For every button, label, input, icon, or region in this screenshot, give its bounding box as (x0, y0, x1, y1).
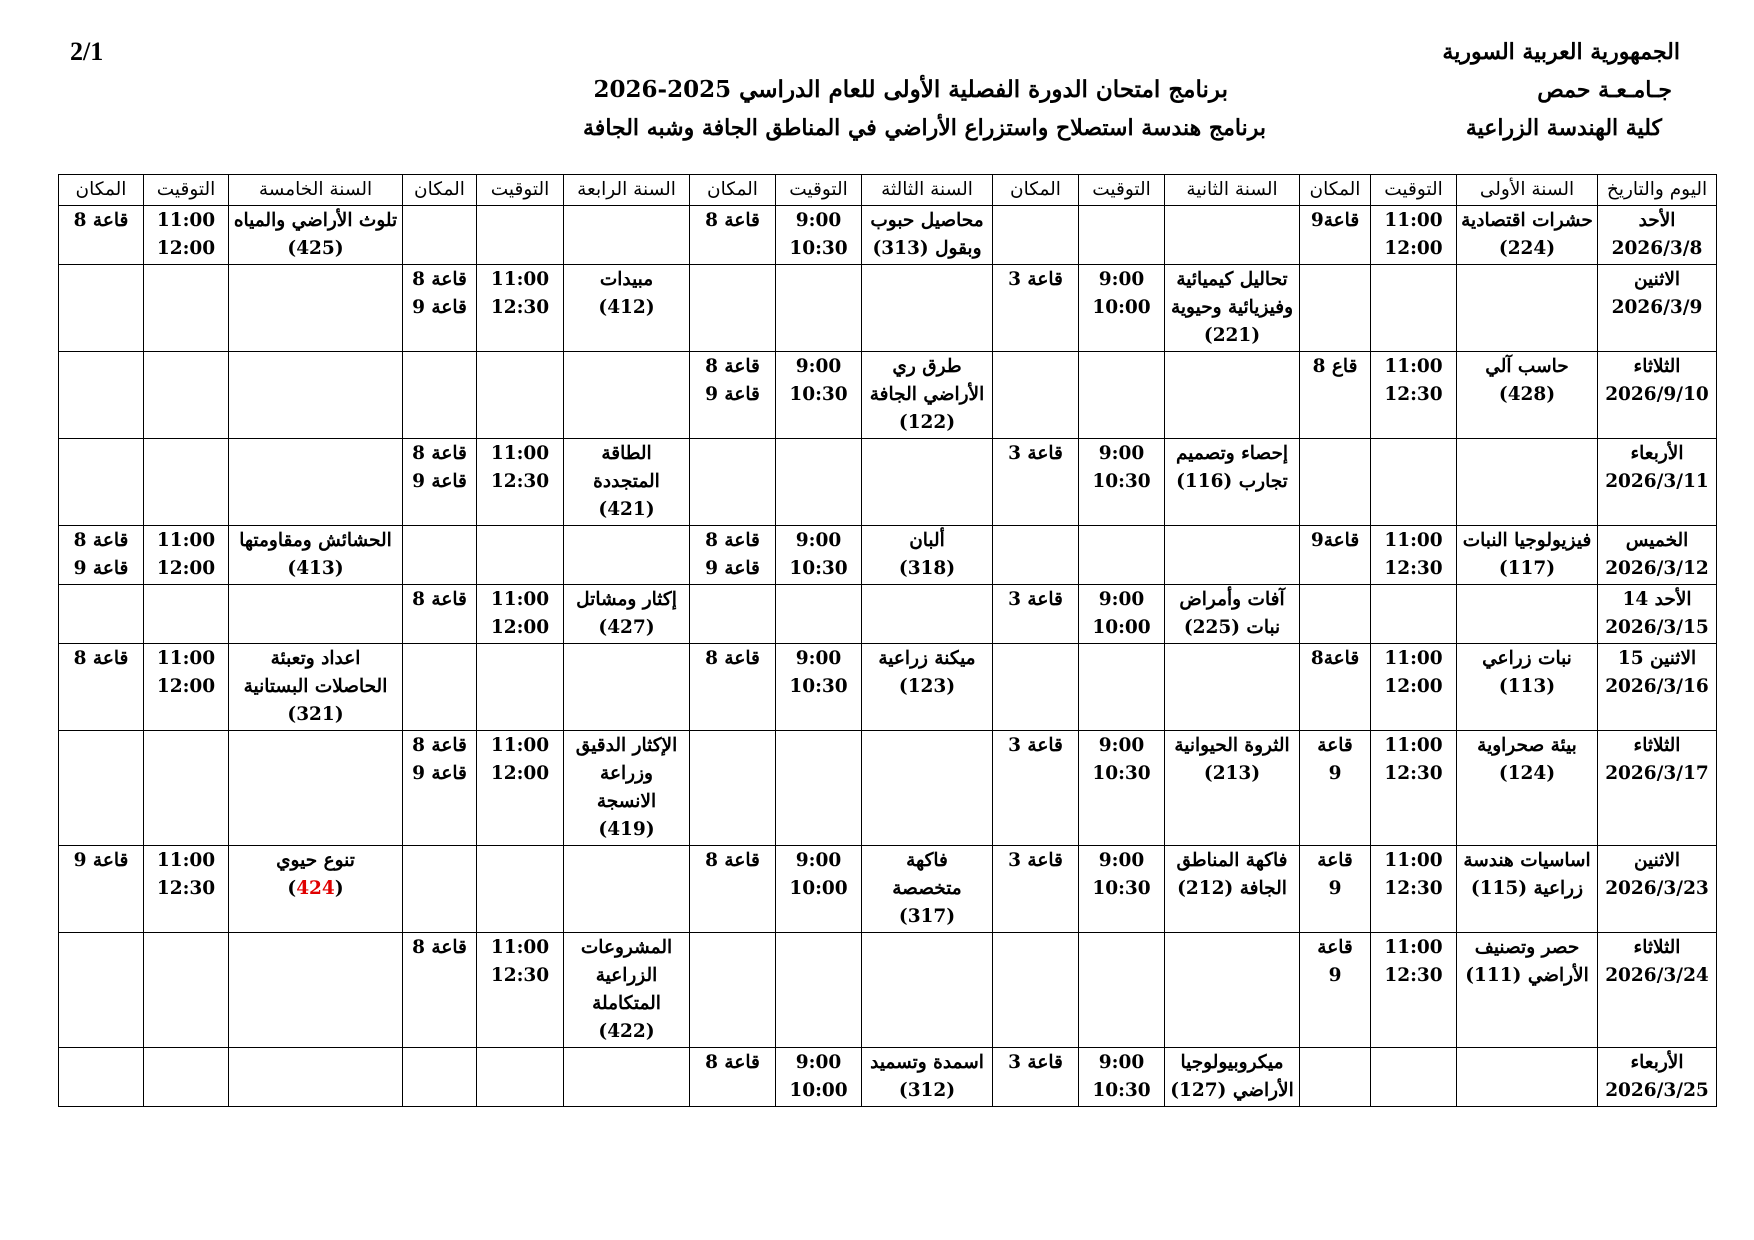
table-cell (403, 526, 477, 585)
table-cell (477, 206, 564, 265)
table-cell: قاعة 8 (59, 644, 144, 731)
table-cell: 9:00 10:30 (1079, 846, 1165, 933)
table-cell: 9:00 10:30 (1079, 1048, 1165, 1107)
table-cell (993, 206, 1079, 265)
table-cell (403, 1048, 477, 1107)
table-cell (59, 933, 144, 1048)
table-cell (690, 265, 776, 352)
table-cell: قاعة 3 (993, 846, 1079, 933)
table-cell (403, 206, 477, 265)
table-cell (477, 526, 564, 585)
col-header-time: التوقيت (477, 175, 564, 206)
table-cell (564, 1048, 690, 1107)
table-cell (862, 585, 993, 644)
table-cell: قاعة 3 (993, 1048, 1079, 1107)
table-cell (1300, 1048, 1371, 1107)
col-header-year3: السنة الثالثة (862, 175, 993, 206)
table-cell: قاعة 8 قاعة 9 (59, 526, 144, 585)
table-cell: قاعة9 (1300, 206, 1371, 265)
table-cell: آفات وأمراض نبات (225) (1165, 585, 1300, 644)
table-cell (1079, 933, 1165, 1048)
page-number: 2/1 (70, 37, 104, 66)
table-cell (229, 352, 403, 439)
table-cell: فاكهة المناطق الجافة (212) (1165, 846, 1300, 933)
table-header-row (59, 175, 1717, 206)
table-cell: 11:00 12:00 (477, 731, 564, 846)
table-cell: قاعة 8 قاعة 9 (403, 731, 477, 846)
table-cell (144, 585, 229, 644)
table-cell: الأربعاء 2026/3/11 (1598, 439, 1717, 526)
table-cell: 11:00 12:00 (1371, 644, 1457, 731)
table-cell (229, 731, 403, 846)
table-cell (993, 526, 1079, 585)
table-row (59, 265, 1717, 352)
table-cell: الخميس 2026/3/12 (1598, 526, 1717, 585)
university-name: جـامـعـة حمص (1537, 77, 1672, 103)
table-cell (1300, 585, 1371, 644)
table-cell (564, 526, 690, 585)
table-cell (1371, 439, 1457, 526)
table-cell (1300, 439, 1371, 526)
table-cell: 11:00 12:00 (144, 206, 229, 265)
table-cell: 9:00 10:00 (776, 1048, 862, 1107)
table-cell: 9:00 10:30 (776, 526, 862, 585)
table-cell (477, 1048, 564, 1107)
table-cell: محاصيل حبوب وبقول (313) (862, 206, 993, 265)
table-cell: الطاقة المتجددة (421) (564, 439, 690, 526)
table-cell (993, 352, 1079, 439)
table-cell: إحصاء وتصميم تجارب (116) (1165, 439, 1300, 526)
table-cell: قاعة 8 قاعة 9 (403, 439, 477, 526)
table-cell (59, 1048, 144, 1107)
table-cell (403, 644, 477, 731)
table-cell: 9:00 10:30 (1079, 731, 1165, 846)
table-cell (1165, 352, 1300, 439)
table-cell (862, 731, 993, 846)
table-cell: الأحد 14 2026/3/15 (1598, 585, 1717, 644)
table-cell: قاعة 8 (403, 585, 477, 644)
table-cell (1165, 206, 1300, 265)
table-row (59, 731, 1717, 846)
exam-schedule-table (58, 174, 1717, 1107)
table-cell (403, 846, 477, 933)
table-cell: قاعة 3 (993, 731, 1079, 846)
table-cell (144, 265, 229, 352)
table-cell: قاعة 8 قاعة 9 (690, 352, 776, 439)
table-cell (564, 352, 690, 439)
col-header-place: المكان (59, 175, 144, 206)
table-cell: 9:00 10:30 (776, 206, 862, 265)
table-row (59, 352, 1717, 439)
table-cell (229, 265, 403, 352)
table-cell (862, 439, 993, 526)
course-code-highlight: 424 (296, 878, 335, 899)
col-header-place: المكان (690, 175, 776, 206)
table-cell: الثلاثاء 2026/9/10 (1598, 352, 1717, 439)
table-cell (59, 731, 144, 846)
table-row (59, 933, 1717, 1048)
table-cell (564, 206, 690, 265)
col-header-year4: السنة الرابعة (564, 175, 690, 206)
table-cell: 11:00 12:30 (477, 933, 564, 1048)
table-cell: حاسب آلي (428) (1457, 352, 1598, 439)
table-cell: قاعة 8 (403, 933, 477, 1048)
table-cell: الاثنين 2026/3/23 (1598, 846, 1717, 933)
table-cell: قاعة 8 قاعة 9 (403, 265, 477, 352)
table-cell: 9:00 10:30 (1079, 439, 1165, 526)
table-cell: 11:00 12:30 (477, 439, 564, 526)
table-cell: قاعة 9 (59, 846, 144, 933)
table-cell: 11:00 12:00 (477, 585, 564, 644)
table-cell: قاعة 8 (690, 206, 776, 265)
col-header-year1: السنة الأولى (1457, 175, 1598, 206)
table-cell: 9:00 10:00 (1079, 585, 1165, 644)
table-cell: اعداد وتعبئة الحاصلات البستانية (321) (229, 644, 403, 731)
table-cell: 9:00 10:00 (776, 846, 862, 933)
table-cell (1165, 644, 1300, 731)
table-row (59, 585, 1717, 644)
faculty-name: كلية الهندسة الزراعية (1465, 115, 1662, 141)
table-cell: قاعة 3 (993, 265, 1079, 352)
table-cell (776, 585, 862, 644)
table-cell (144, 352, 229, 439)
table-cell: 11:00 12:00 (144, 526, 229, 585)
table-cell: قاعة 8 قاعة 9 (690, 526, 776, 585)
table-cell (1371, 585, 1457, 644)
table-cell (1457, 439, 1598, 526)
table-cell: الأربعاء 2026/3/25 (1598, 1048, 1717, 1107)
table-cell: قاعة 3 (993, 585, 1079, 644)
table-cell: قاعة 8 (690, 644, 776, 731)
table-row (59, 439, 1717, 526)
table-cell (690, 439, 776, 526)
table-cell: قاعة 9 (1300, 731, 1371, 846)
table-cell: الحشائش ومقاومتها (413) (229, 526, 403, 585)
table-cell (993, 644, 1079, 731)
table-cell (564, 846, 690, 933)
table-cell (1079, 352, 1165, 439)
table-cell (1079, 644, 1165, 731)
table-cell (477, 352, 564, 439)
table-cell (776, 439, 862, 526)
table-cell: الأحد 2026/3/8 (1598, 206, 1717, 265)
table-cell: قاعة 9 (1300, 846, 1371, 933)
table-cell (144, 1048, 229, 1107)
table-cell: فيزيولوجيا النبات (117) (1457, 526, 1598, 585)
table-cell: قاعة 3 (993, 439, 1079, 526)
table-cell: تنوع حيوي (424) (229, 846, 403, 933)
country-name: الجمهورية العربية السورية (1442, 39, 1680, 65)
table-row (59, 206, 1717, 265)
table-row (59, 526, 1717, 585)
table-cell: 11:00 12:30 (1371, 846, 1457, 933)
table-cell (1457, 265, 1598, 352)
table-cell: 11:00 12:00 (1371, 206, 1457, 265)
table-cell: ألبان (318) (862, 526, 993, 585)
table-cell (862, 265, 993, 352)
table-cell (776, 933, 862, 1048)
table-cell: إكثار ومشاتل (427) (564, 585, 690, 644)
col-header-day-date: اليوم والتاريخ (1598, 175, 1717, 206)
table-cell (1165, 526, 1300, 585)
table-cell: حشرات اقتصادية (224) (1457, 206, 1598, 265)
exam-title: برنامج امتحان الدورة الفصلية الأولى للعام الدراسي 2025-2026 (593, 76, 1228, 103)
table-cell: حصر وتصنيف الأراضي (111) (1457, 933, 1598, 1048)
table-cell (229, 933, 403, 1048)
col-header-time: التوقيت (144, 175, 229, 206)
table-cell (862, 933, 993, 1048)
program-title: برنامج هندسة استصلاح واستزراع الأراضي في المناطق الجافة وشبه الجافة (583, 115, 1266, 141)
table-row (59, 1048, 1717, 1107)
table-cell: 11:00 12:30 (1371, 731, 1457, 846)
table-cell (59, 439, 144, 526)
table-cell (993, 933, 1079, 1048)
table-cell: الاثنين 2026/3/9 (1598, 265, 1717, 352)
col-header-year2: السنة الثانية (1165, 175, 1300, 206)
table-cell: الثلاثاء 2026/3/24 (1598, 933, 1717, 1048)
col-header-year5: السنة الخامسة (229, 175, 403, 206)
table-body (59, 206, 1717, 1107)
table-cell: الثروة الحيوانية (213) (1165, 731, 1300, 846)
table-cell: فاكهة متخصصة (317) (862, 846, 993, 933)
table-cell (59, 265, 144, 352)
table-cell (403, 352, 477, 439)
table-cell (690, 585, 776, 644)
table-cell: ميكروبيولوجيا الأراضي (127) (1165, 1048, 1300, 1107)
table-cell: ميكنة زراعية (123) (862, 644, 993, 731)
table-cell (229, 1048, 403, 1107)
table-cell: قاعة8 (1300, 644, 1371, 731)
table-cell: قاع 8 (1300, 352, 1371, 439)
table-cell (144, 731, 229, 846)
table-cell (690, 731, 776, 846)
table-cell (1079, 206, 1165, 265)
table-cell: طرق ري الأراضي الجافة (122) (862, 352, 993, 439)
table-cell: 11:00 12:30 (477, 265, 564, 352)
table-cell (59, 585, 144, 644)
table-cell: 9:00 10:30 (776, 352, 862, 439)
table-cell: تحاليل كيميائية وفيزيائية وحيوية (221) (1165, 265, 1300, 352)
table-cell: 11:00 12:30 (144, 846, 229, 933)
table-cell: قاعة 9 (1300, 933, 1371, 1048)
table-cell (1165, 933, 1300, 1048)
table-cell (690, 933, 776, 1048)
table-cell (1457, 585, 1598, 644)
table-cell (59, 352, 144, 439)
table-cell: تلوث الأراضي والمياه (425) (229, 206, 403, 265)
table-cell: المشروعات الزراعية المتكاملة (422) (564, 933, 690, 1048)
table-cell (776, 265, 862, 352)
table-cell: قاعة9 (1300, 526, 1371, 585)
col-header-place: المكان (993, 175, 1079, 206)
table-cell: اساسيات هندسة زراعية (115) (1457, 846, 1598, 933)
table-cell: قاعة 8 (59, 206, 144, 265)
table-cell: مبيدات (412) (564, 265, 690, 352)
col-header-time: التوقيت (776, 175, 862, 206)
table-cell (1079, 526, 1165, 585)
table-cell: 11:00 12:00 (144, 644, 229, 731)
table-cell (776, 731, 862, 846)
table-cell (229, 439, 403, 526)
table-cell: الإكثار الدقيق وزراعة الانسجة (419) (564, 731, 690, 846)
table-cell: 11:00 12:30 (1371, 933, 1457, 1048)
col-header-time: التوقيت (1371, 175, 1457, 206)
table-cell: قاعة 8 (690, 846, 776, 933)
col-header-time: التوقيت (1079, 175, 1165, 206)
col-header-place: المكان (403, 175, 477, 206)
table-cell (1300, 265, 1371, 352)
table-cell (1371, 1048, 1457, 1107)
table-cell (144, 933, 229, 1048)
col-header-place: المكان (1300, 175, 1371, 206)
table-cell: 9:00 10:30 (776, 644, 862, 731)
table-cell: الثلاثاء 2026/3/17 (1598, 731, 1717, 846)
table-cell (1371, 265, 1457, 352)
table-row (59, 644, 1717, 731)
table-cell (1457, 1048, 1598, 1107)
table-cell: قاعة 8 (690, 1048, 776, 1107)
table-cell: الاثنين 15 2026/3/16 (1598, 644, 1717, 731)
table-cell: 11:00 12:30 (1371, 352, 1457, 439)
table-cell (229, 585, 403, 644)
table-cell (564, 644, 690, 731)
table-cell (477, 644, 564, 731)
table-row (59, 846, 1717, 933)
table-cell: بيئة صحراوية (124) (1457, 731, 1598, 846)
table-cell: 9:00 10:00 (1079, 265, 1165, 352)
table-cell: 11:00 12:30 (1371, 526, 1457, 585)
table-cell (477, 846, 564, 933)
table-cell (144, 439, 229, 526)
table-cell: اسمدة وتسميد (312) (862, 1048, 993, 1107)
table-cell: نبات زراعي (113) (1457, 644, 1598, 731)
